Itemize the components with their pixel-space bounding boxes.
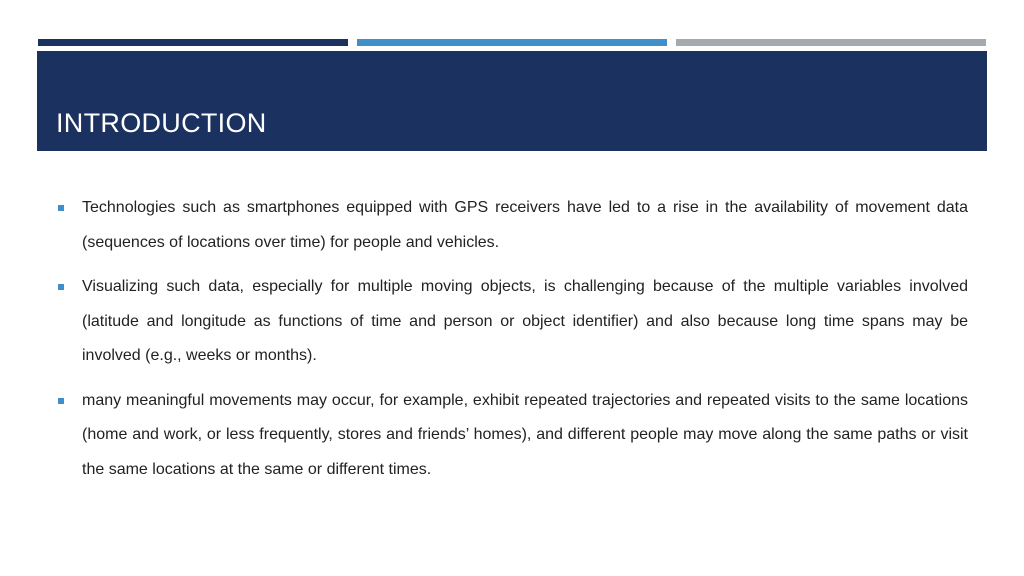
- bullet-item: [58, 384, 968, 488]
- square-bullet-icon: [58, 205, 64, 211]
- bullet-item: [58, 270, 968, 374]
- bullet-item: [58, 191, 968, 260]
- accent-bar-gray: [676, 39, 986, 46]
- bullet-text: Visualizing such data, especially for multiple moving objects, is challenging because of the multiple variables involved (latitude and longitude as functions of time and person or object identifier) and also because long time spans may be involved (e.g., weeks or months).: [82, 278, 968, 364]
- square-bullet-icon: [58, 398, 64, 404]
- accent-bar-blue: [357, 39, 667, 46]
- title-band: [37, 51, 987, 151]
- bullet-text: many meaningful movements may occur, for example, exhibit repeated trajectories and repeated visits to the same locations (home and work, or less frequently, stores and friends’ homes), and different people may move along the same paths or visit the same locations at the same or different times.: [82, 391, 968, 478]
- bullet-list: [58, 191, 968, 497]
- accent-bar-dark: [38, 39, 348, 46]
- slide-title: INTRODUCTION: [56, 108, 267, 138]
- square-bullet-icon: [58, 284, 64, 290]
- bullet-text: Technologies such as smartphones equipped with GPS receivers have led to a rise in the availability of movement data (sequences of locations over time) for people and vehicles.: [82, 199, 968, 251]
